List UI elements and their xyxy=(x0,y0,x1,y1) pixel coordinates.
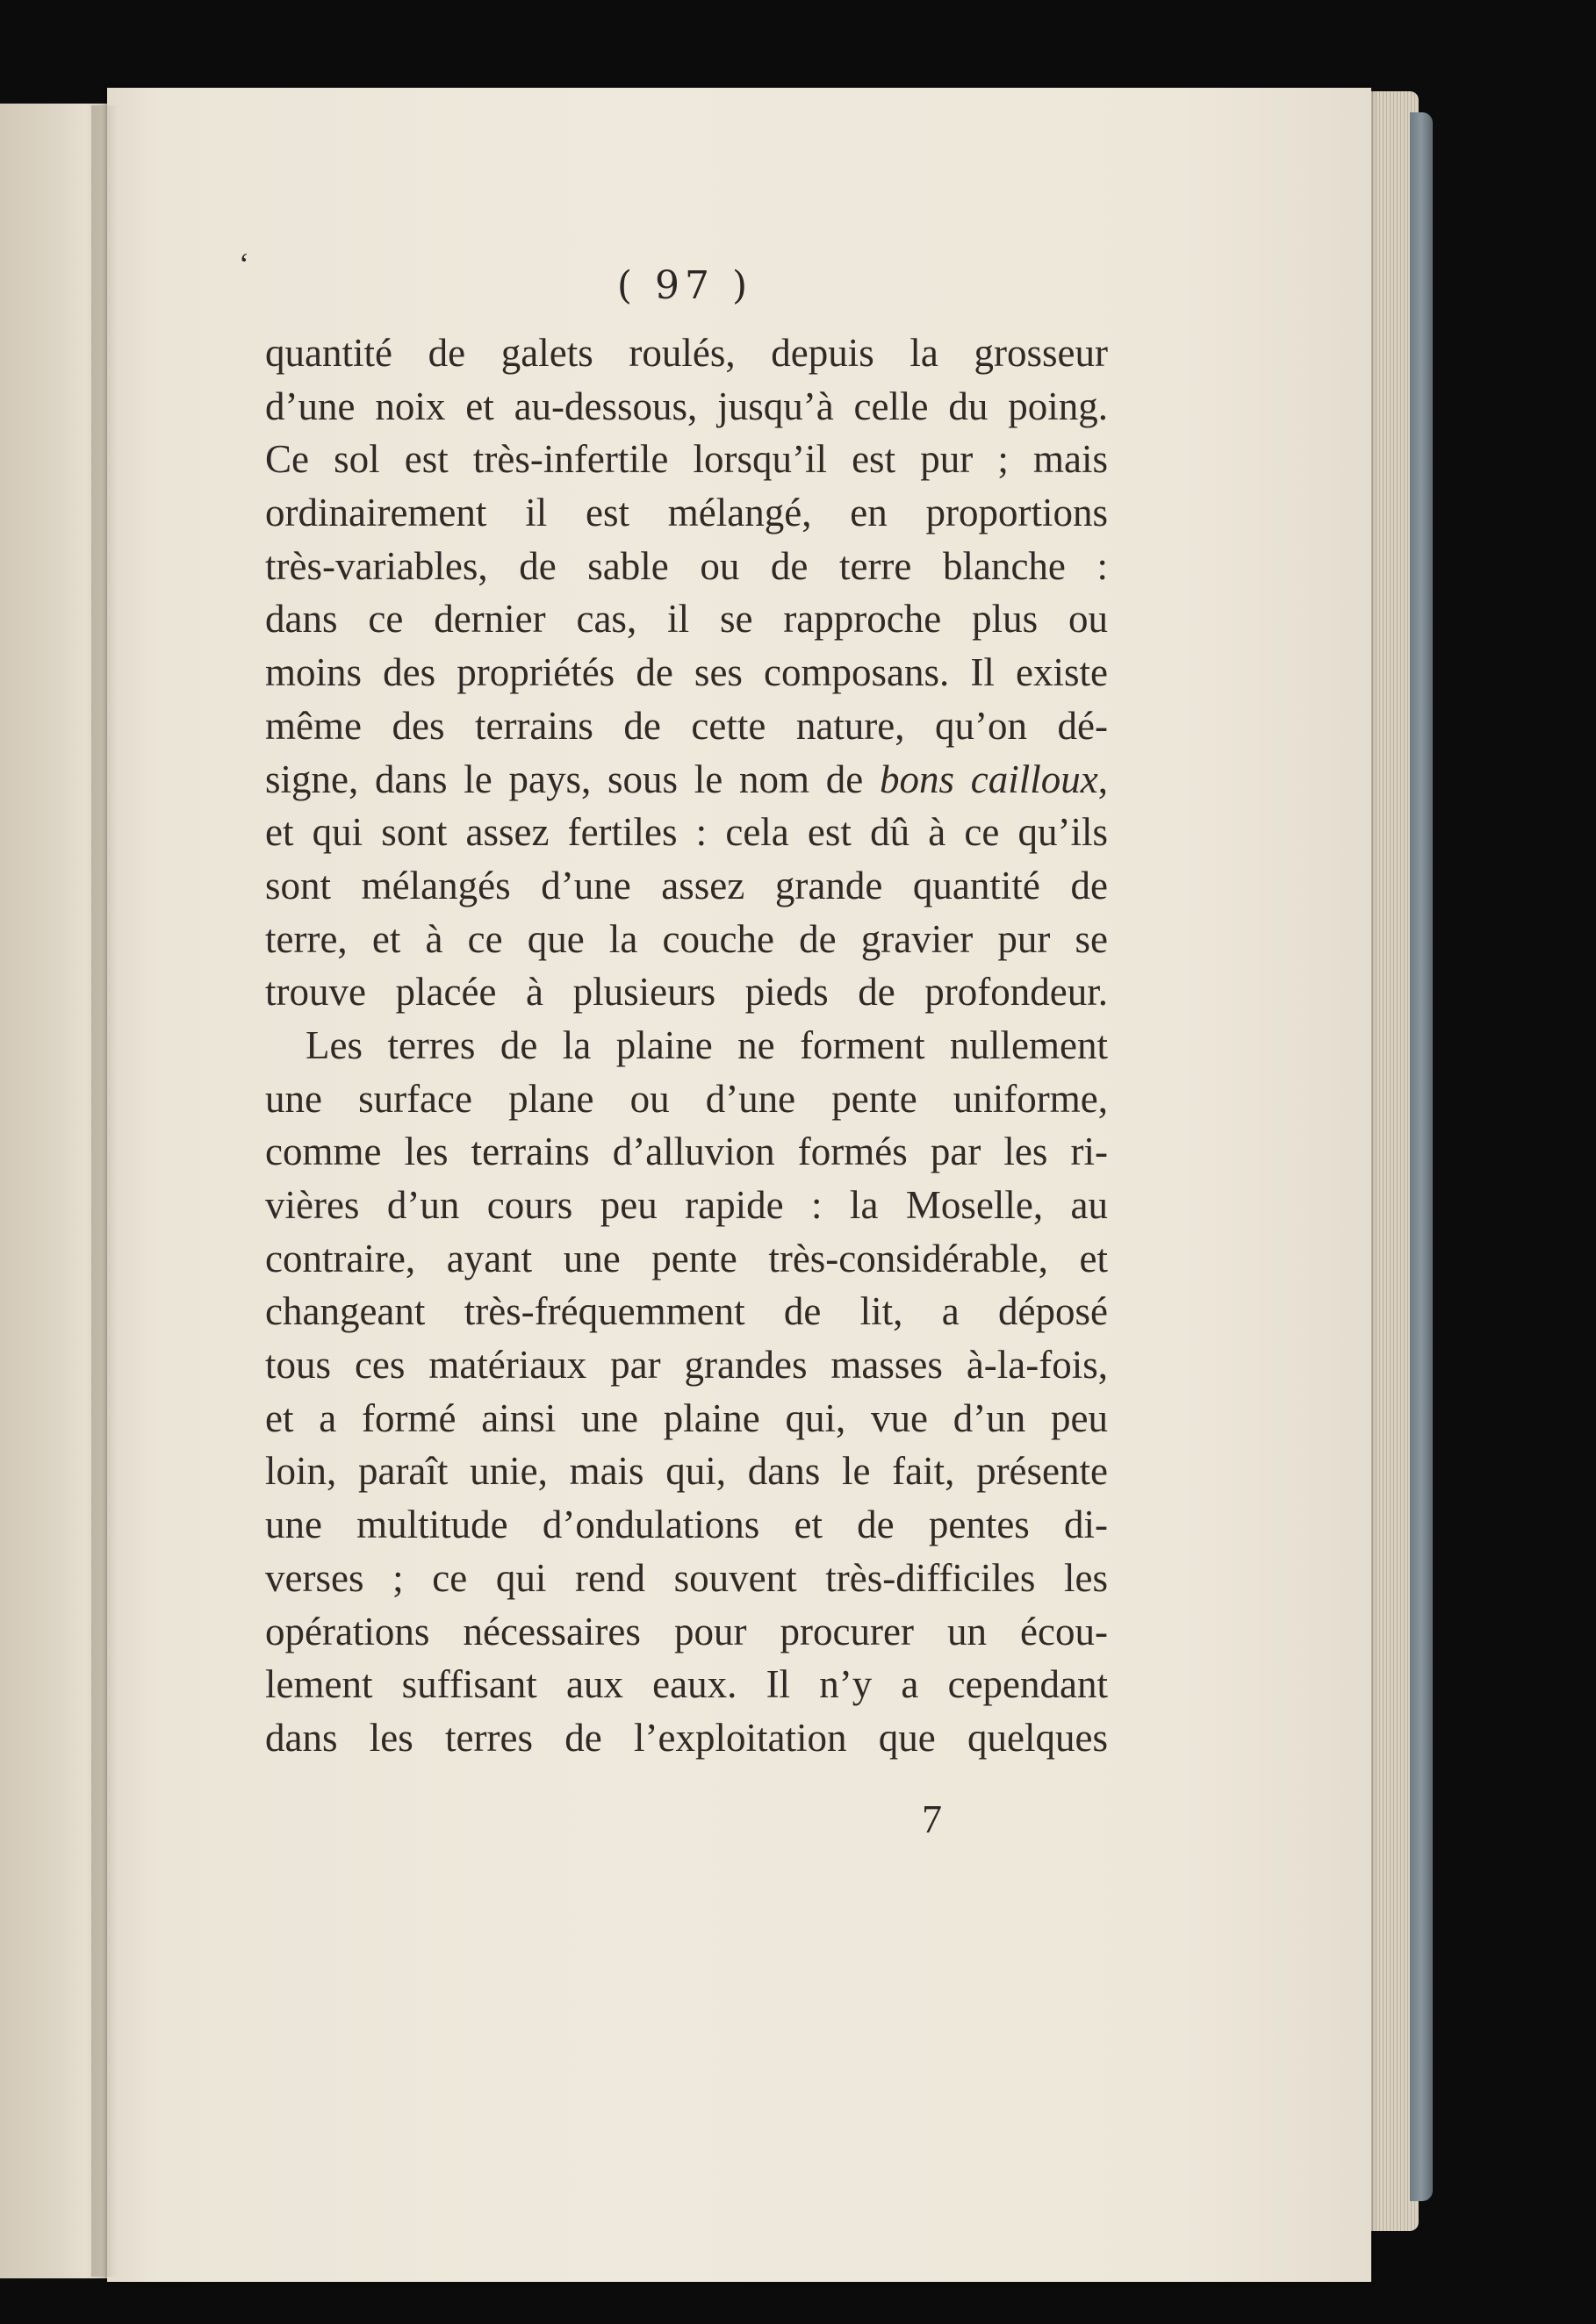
text-line: et a formé ainsi une plaine qui, vue d’un peu xyxy=(265,1395,1108,1440)
text-line: verses ; ce qui rend souvent très-difficiles les xyxy=(265,1555,1108,1600)
text-line: Les terres de la plaine ne forment nullement xyxy=(306,1022,1108,1067)
text-line: Ce sol est très-infertile lorsqu’il est pur ; mais xyxy=(265,437,1108,482)
text-line: lement suffisant aux eaux. Il n’y a cependant xyxy=(265,1662,1108,1707)
text-line: et qui sont assez fertiles : cela est dû à ce qu’ils xyxy=(265,810,1108,855)
text-line: une multitude d’ondulations et de pentes di- xyxy=(265,1503,1108,1547)
text-line: changeant très-fréquemment de lit, a déposé xyxy=(265,1289,1108,1334)
text-line: sont mélangés d’une assez grande quantité de xyxy=(265,863,1108,907)
signature-mark: 7 xyxy=(922,1797,942,1841)
stray-mark: ‘ xyxy=(239,247,249,282)
text-line: une surface plane ou d’une pente uniforme, xyxy=(265,1076,1108,1121)
text-line: loin, paraît unie, mais qui, dans le fait, présente xyxy=(265,1449,1108,1494)
text-line: même des terrains de cette nature, qu’on dé- xyxy=(265,703,1108,748)
page-number-header: ( 97 ) xyxy=(616,263,753,308)
text-line: d’une noix et au-dessous, jusqu’à celle du poing. xyxy=(265,384,1108,428)
text-line: tous ces matériaux par grandes masses à-la-fois, xyxy=(265,1343,1108,1388)
text-line-segment: , xyxy=(1097,757,1108,801)
text-line: dans les terres de l’exploitation que quelques xyxy=(265,1715,1108,1760)
italic-term: bons cailloux xyxy=(880,757,1098,801)
text-line: très-variables, de sable ou de terre blanche : xyxy=(265,543,1108,588)
text-line: moins des propriétés de ses composans. Il existe xyxy=(265,650,1108,695)
text-line xyxy=(265,753,1108,807)
text-line: comme les terrains d’alluvion formés par les ri- xyxy=(265,1130,1108,1174)
text-line: trouve placée à plusieurs pieds de profondeur. xyxy=(265,970,1108,1015)
text-line: opérations nécessaires pour procurer un écou- xyxy=(265,1609,1108,1653)
gutter-shadow xyxy=(91,105,118,2277)
text-line: quantité de galets roulés, depuis la grosseur xyxy=(265,331,1108,375)
text-line: ordinairement il est mélangé, en proportions xyxy=(265,491,1108,535)
text-line: dans ce dernier cas, il se rapproche plus ou xyxy=(265,597,1108,642)
text-line-segment: signe, dans le pays, sous le nom de xyxy=(265,757,881,801)
book-cover-edge xyxy=(1410,112,1433,2201)
text-line: contraire, ayant une pente très-considérable, et xyxy=(265,1236,1108,1280)
text-line: terre, et à ce que la couche de gravier pur se xyxy=(265,916,1108,961)
text-line: vières d’un cours peu rapide : la Moselle, au xyxy=(265,1183,1108,1227)
body-text xyxy=(265,326,1108,1765)
